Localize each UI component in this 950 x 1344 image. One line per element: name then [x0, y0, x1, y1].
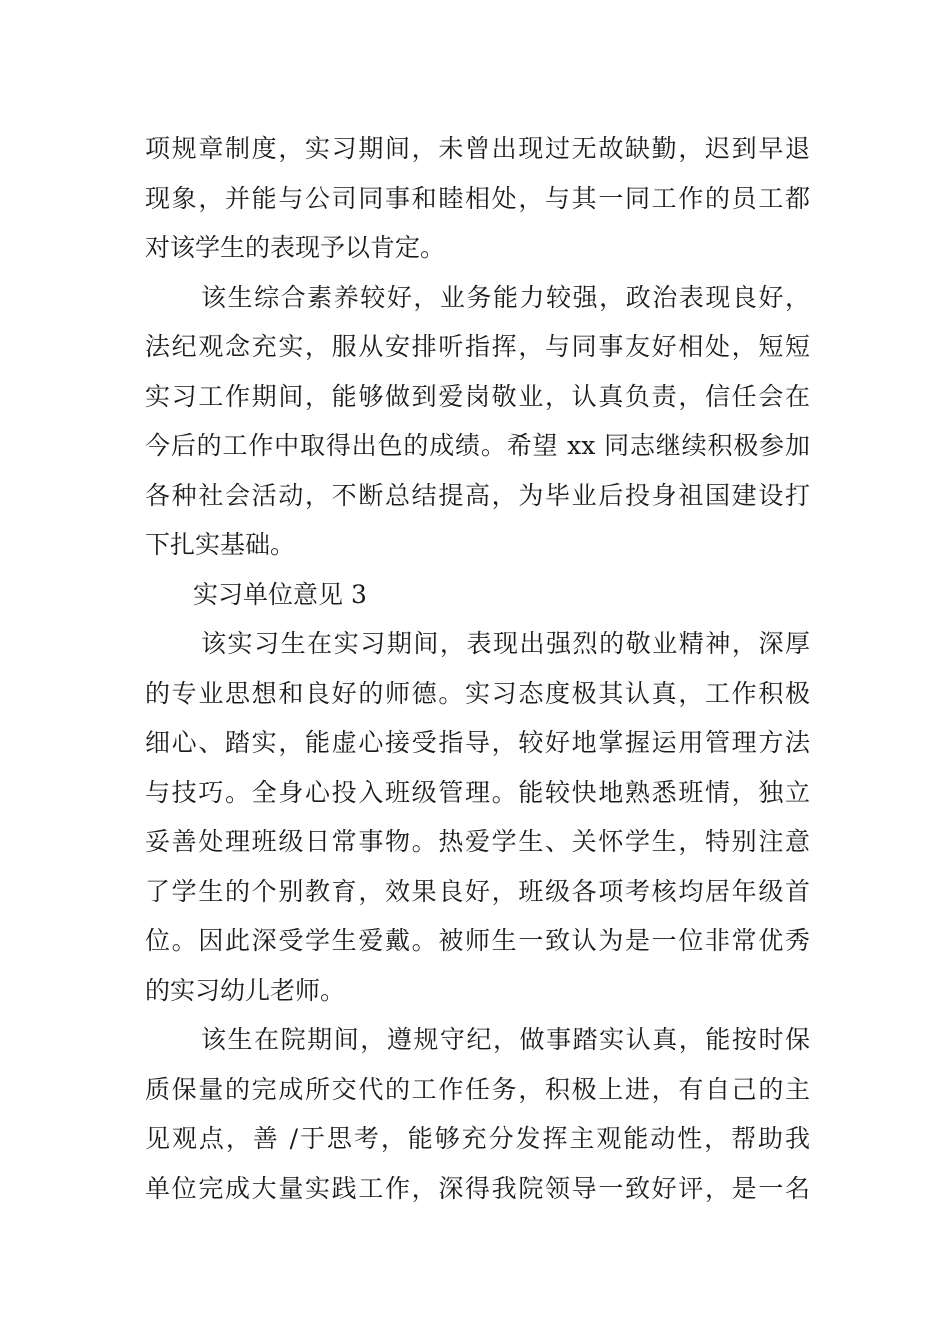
text-line: 单位完成大量实践工作，深得我院领导一致好评，是一名: [145, 1173, 810, 1203]
text-line: 各种社会活动，不断总结提高，为毕业后投身祖国建设打: [145, 480, 810, 510]
text-line: 对该学生的表现予以肯定。: [145, 233, 446, 262]
paragraph-first-line: 该实习生在实习期间，表现出强烈的敬业精神，深厚: [201, 629, 810, 658]
document-body: [145, 124, 810, 1213]
text-line: 实习工作期间，能够做到爱岗敬业，认真负责，信任会在: [145, 381, 810, 411]
text-line: 现象，并能与公司同事和睦相处，与其一同工作的员工都: [145, 183, 810, 213]
section-heading: 实习单位意见 3: [193, 579, 367, 609]
text-line: 位。因此深受学生爱戴。被师生一致认为是一位非常优秀: [145, 926, 810, 955]
text-line: 的专业思想和良好的师德。实习态度极其认真，工作积极: [145, 678, 810, 708]
text-line: 细心、踏实，能虚心接受指导，较好地掌握运用管理方法: [145, 728, 810, 757]
paragraph-first-line: 该生综合素养较好，业务能力较强，政治表现良好，: [201, 282, 810, 312]
text-line: 项规章制度，实习期间，未曾出现过无故缺勤，迟到早退: [145, 134, 810, 163]
text-line: 今后的工作中取得出色的成绩。希望 xx 同志继续积极参加: [145, 431, 810, 460]
text-line: 见观点，善 /于思考，能够充分发挥主观能动性，帮助我: [145, 1124, 810, 1153]
text-line: 妥善处理班级日常事物。热爱学生、关怀学生，特别注意: [145, 827, 810, 856]
paragraph-first-line: 该生在院期间，遵规守纪，做事踏实认真，能按时保: [201, 1025, 810, 1054]
text-line: 下扎实基础。: [145, 530, 296, 559]
text-line: 的实习幼儿老师。: [145, 975, 346, 1005]
text-line: 法纪观念充实，服从安排听指挥，与同事友好相处，短短: [145, 332, 810, 361]
text-line: 了学生的个别教育，效果良好，班级各项考核均居年级首: [145, 876, 810, 906]
text-line: 与技巧。全身心投入班级管理。能较快地熟悉班情，独立: [145, 777, 810, 807]
text-line: 质保量的完成所交代的工作任务，积极上进，有自己的主: [145, 1074, 810, 1104]
